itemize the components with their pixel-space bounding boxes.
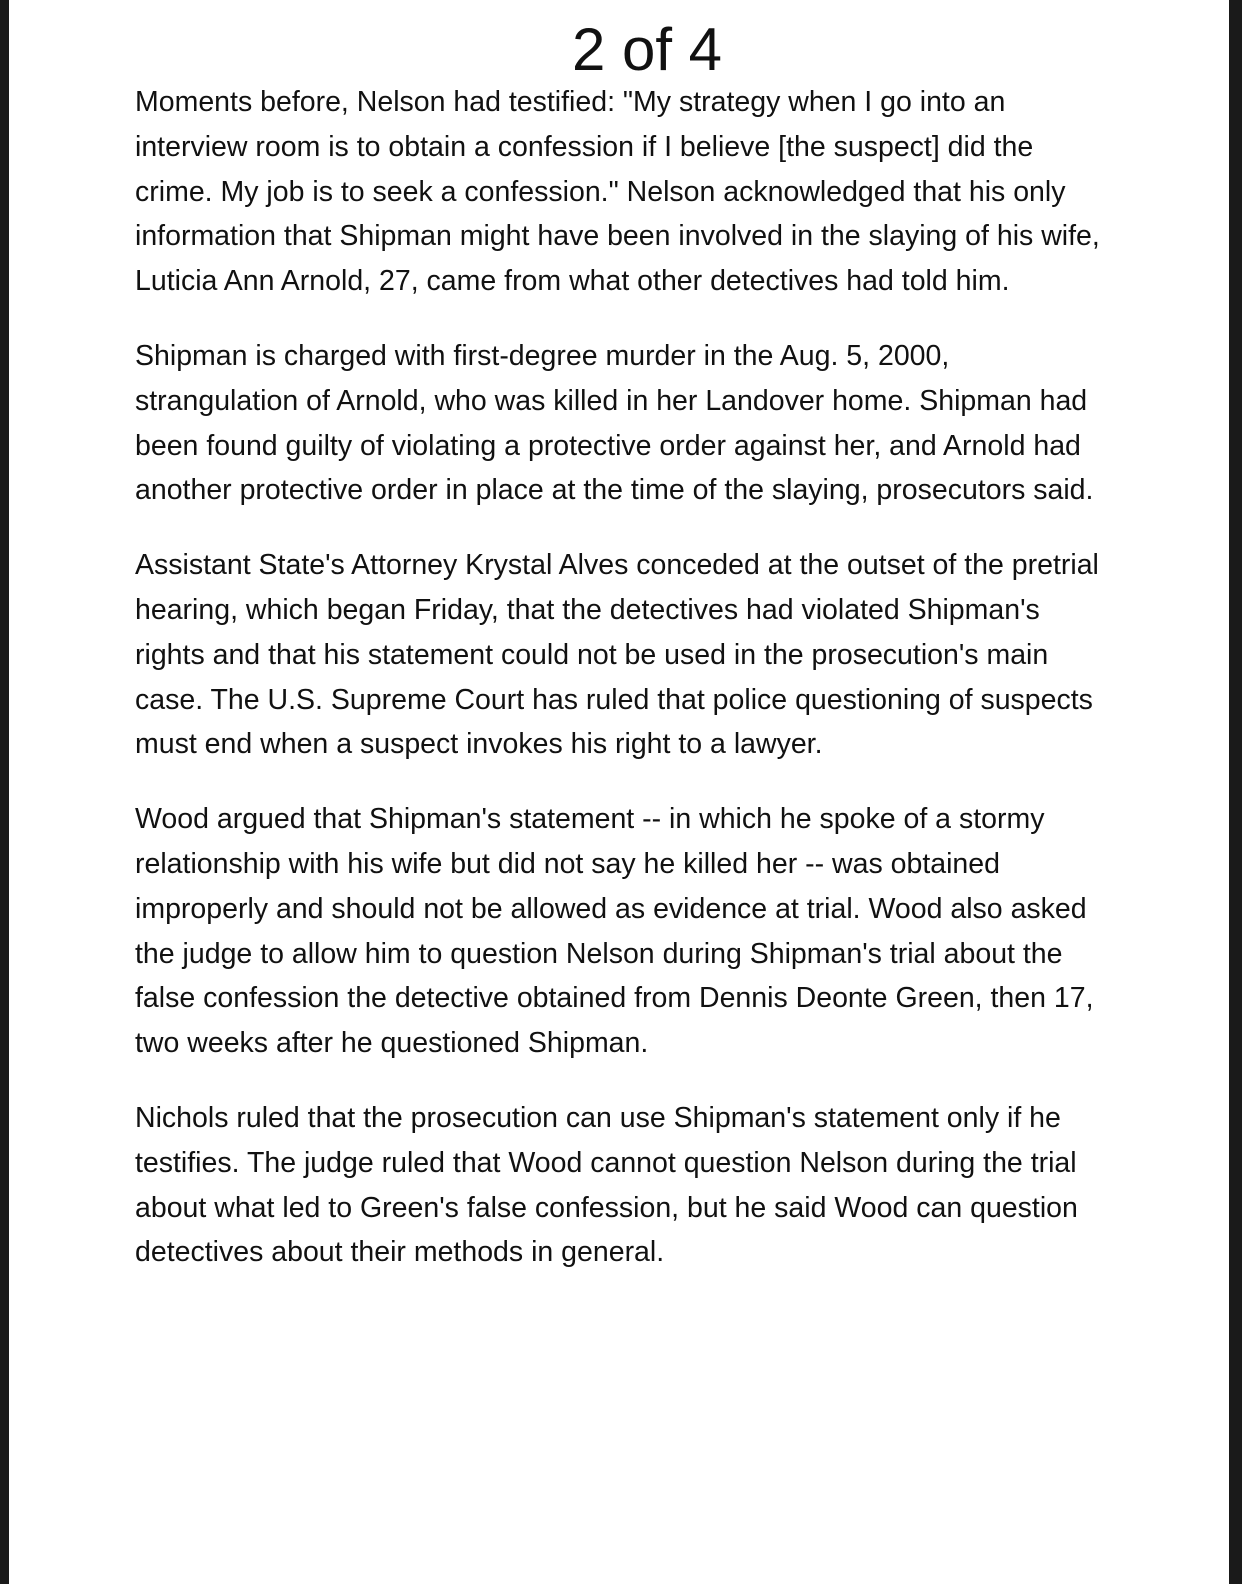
article-paragraph-5: Nichols ruled that the prosecution can use Shipman's statement only if he testifies. The judge ruled that Wood cannot question Nelson during the trial about what led to Green's false confession, but he said Wood can question detectives about their methods in general. — [135, 1101, 1078, 1269]
right-border — [1229, 0, 1242, 1584]
article-paragraph-1: Moments before, Nelson had testified: "My strategy when I go into an interview room is to obtain a confession if I believe [the suspect] did the crime. My job is to seek a confession." Nelson acknowledged that his only information that Shipman might have been involved in the slaying of his wife, Luticia Ann Arnold, 27, came from what other detectives had told him. — [135, 86, 1100, 298]
left-border — [0, 0, 9, 1584]
article-paragraph-4: Wood argued that Shipman's statement -- in which he spoke of a stormy relationship with his wife but did not say he killed her -- was obtained improperly and should not be allowed as evidence at trial. Wood also asked the judge to allow him to question Nelson during Shipman's trial about the false confession the detective obtained from Dennis Deonte Green, then 17, two weeks after he questioned Shipman. — [135, 803, 1094, 1060]
article-body — [135, 80, 1110, 1305]
page-indicator: 2 of 4 — [571, 16, 723, 83]
article-paragraph-3: Assistant State's Attorney Krystal Alves conceded at the outset of the pretrial hearing, which began Friday, that the detectives had violated Shipman's rights and that his statement could not be used in the prosecution's main case. The U.S. Supreme Court has ruled that police questioning of suspects must end when a suspect invokes his right to a lawyer. — [135, 549, 1099, 761]
document-page — [9, 0, 1229, 1584]
article-paragraph-2: Shipman is charged with first-degree murder in the Aug. 5, 2000, strangulation of Arnold, who was killed in her Landover home. Shipman had been found guilty of violating a protective order against her, and Arnold had another protective order in place at the time of the slaying, prosecutors said. — [135, 339, 1094, 507]
